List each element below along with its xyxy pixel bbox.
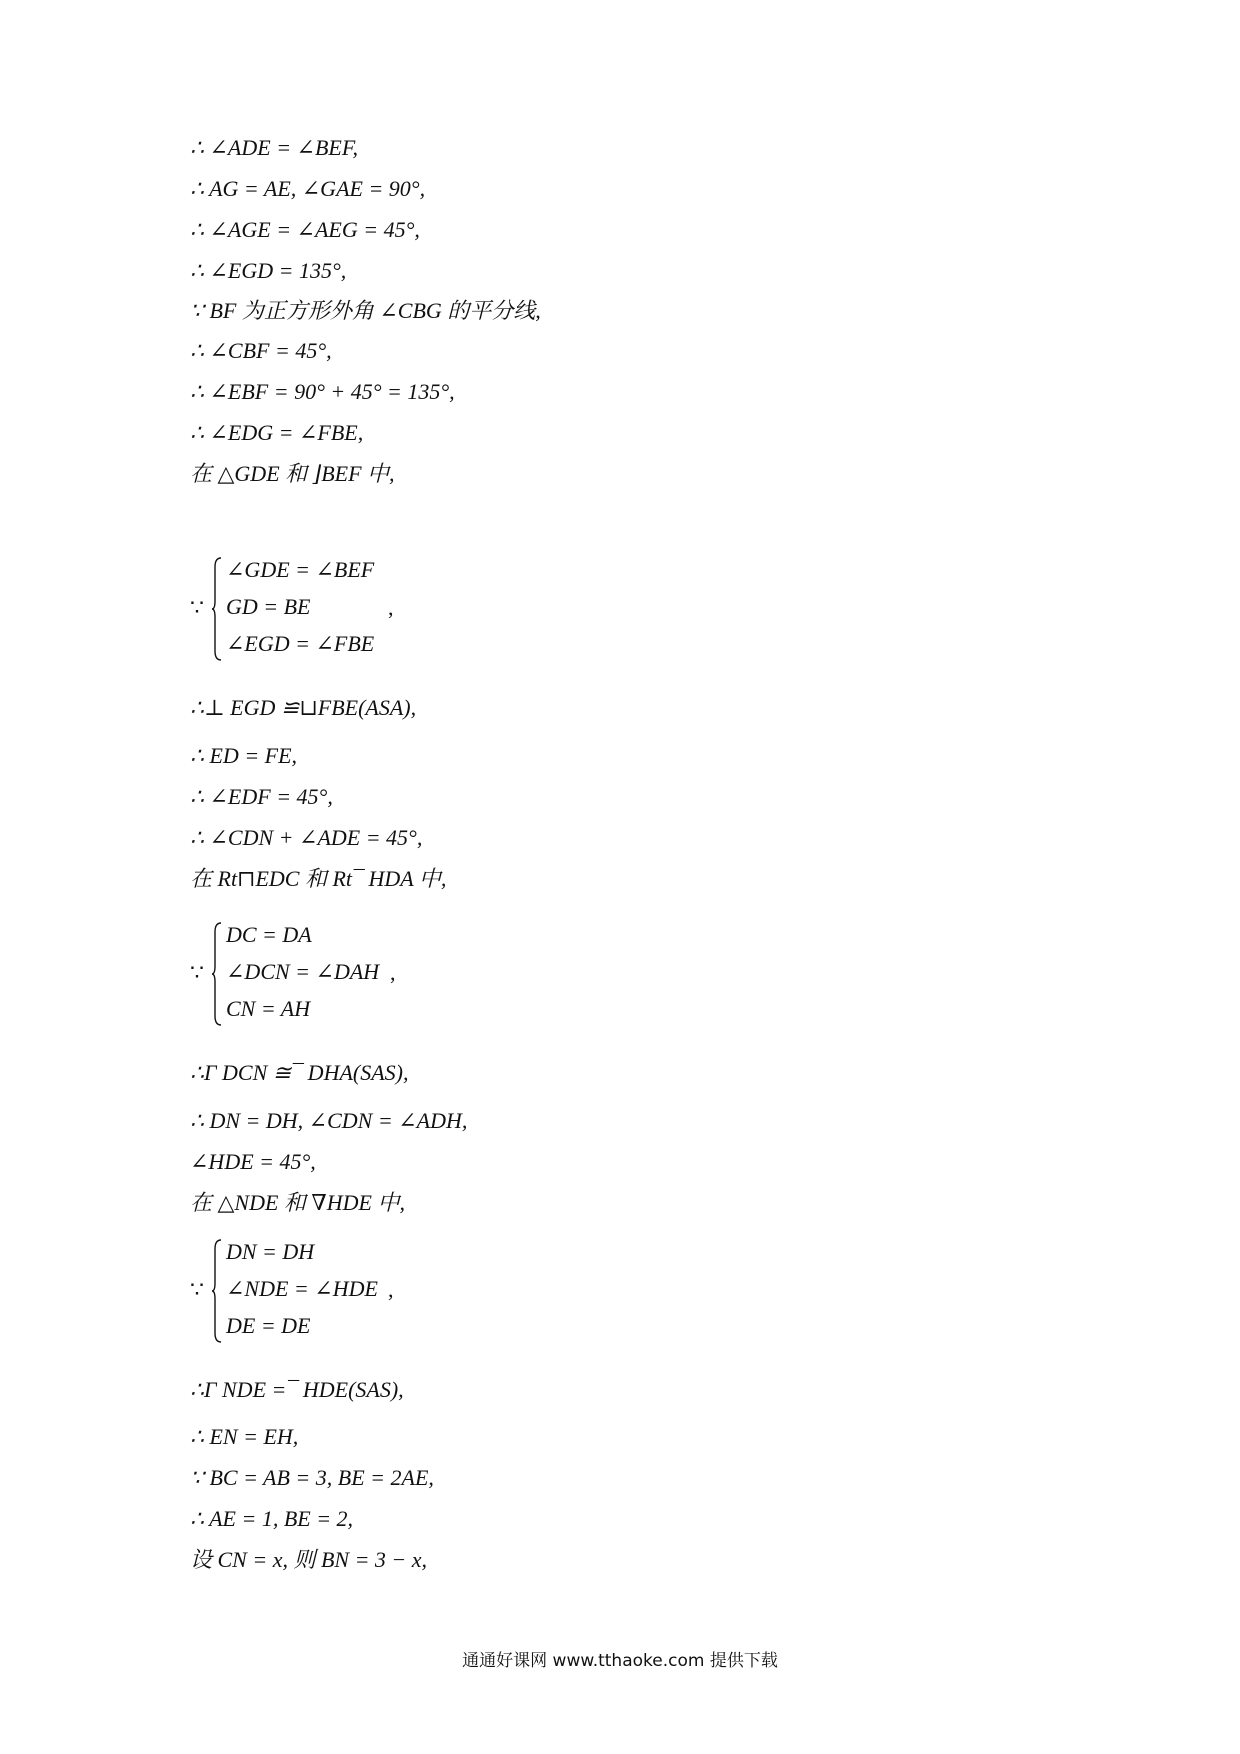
- proof-line: ∴ DN = DH, ∠CDN = ∠ADH,: [190, 1108, 468, 1133]
- system-row: ∠GDE = ∠BEF: [226, 557, 375, 582]
- because-symbol: ∵: [190, 595, 204, 620]
- proof-line: ∴ ∠EDF = 45°,: [190, 784, 333, 809]
- proof-line: ∴Γ DCN ≅¯ DHA(SAS),: [190, 1060, 409, 1085]
- proof-line: ∴Γ NDE =¯ HDE(SAS),: [190, 1377, 404, 1402]
- system-comma: ,: [388, 1277, 394, 1302]
- proof-line: ∴ ∠AGE = ∠AEG = 45°,: [190, 217, 420, 242]
- system-row: GD = BE: [226, 594, 311, 619]
- proof-line: ∴ ∠CBF = 45°,: [190, 338, 332, 363]
- system-row: DN = DH: [226, 1239, 315, 1264]
- proof-line: ∴⊥ EGD ≌⊔FBE(ASA),: [190, 695, 417, 720]
- proof-line: ∴ AG = AE, ∠GAE = 90°,: [190, 176, 426, 201]
- proof-line: ∴ ∠CDN + ∠ADE = 45°,: [190, 825, 423, 850]
- page-footer: 通通好课网 www.tthaoke.com 提供下载: [462, 1651, 778, 1671]
- because-symbol: ∵: [190, 1277, 204, 1302]
- proof-line: 在 Rt⊓EDC 和 Rt¯ HDA 中,: [190, 866, 447, 891]
- proof-line: ∴ ∠ADE = ∠BEF,: [190, 135, 358, 160]
- proof-line: ∵ BF 为正方形外角 ∠CBG 的平分线,: [190, 298, 541, 323]
- proof-line: 在 △GDE 和 ⌋BEF 中,: [190, 461, 395, 486]
- system-row: DC = DA: [226, 922, 312, 947]
- proof-line: ∴ ∠EGD = 135°,: [190, 258, 347, 283]
- proof-line: ∴ ∠EBF = 90° + 45° = 135°,: [190, 379, 455, 404]
- proof-line: ∴ EN = EH,: [190, 1424, 299, 1449]
- system-row: ∠NDE = ∠HDE: [226, 1276, 378, 1301]
- system-row: ∠DCN = ∠DAH: [226, 959, 380, 984]
- proof-line: ∴ ∠EDG = ∠FBE,: [190, 420, 364, 445]
- system-row: ∠EGD = ∠FBE: [226, 631, 375, 656]
- left-brace: [212, 557, 222, 661]
- left-brace: [212, 922, 222, 1026]
- because-symbol: ∵: [190, 960, 204, 985]
- proof-line: ∠HDE = 45°,: [190, 1149, 316, 1174]
- left-brace: [212, 1239, 222, 1343]
- system-comma: ,: [388, 595, 394, 620]
- proof-line: 在 △NDE 和 ∇HDE 中,: [190, 1190, 405, 1215]
- proof-line: 设 CN = x, 则 BN = 3 − x,: [190, 1547, 428, 1572]
- proof-line: ∴ AE = 1, BE = 2,: [190, 1506, 354, 1531]
- system-comma: ,: [390, 960, 396, 985]
- proof-line: ∵ BC = AB = 3, BE = 2AE,: [190, 1465, 434, 1490]
- system-row: CN = AH: [226, 996, 311, 1021]
- system-row: DE = DE: [226, 1313, 311, 1338]
- proof-line: ∴ ED = FE,: [190, 743, 298, 768]
